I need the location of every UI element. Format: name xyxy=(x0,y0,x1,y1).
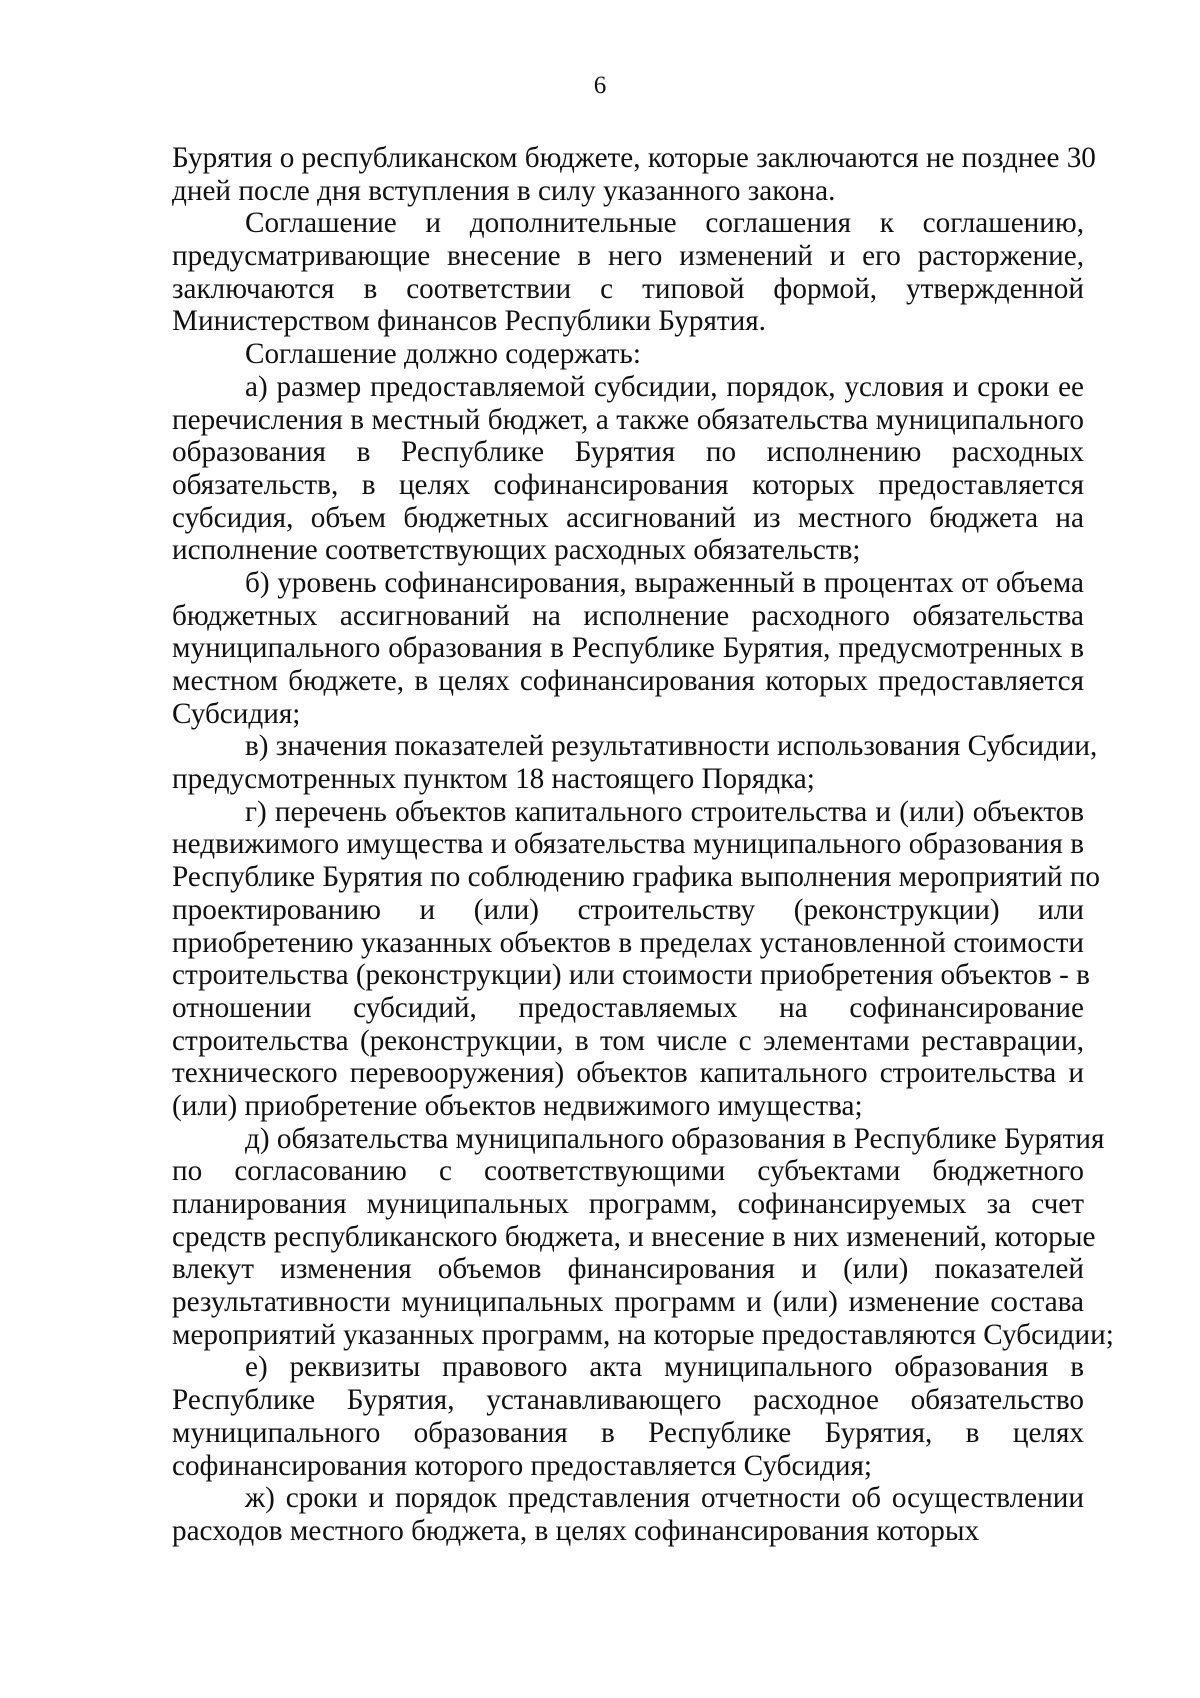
text-line: предусмотренных пунктом 18 настоящего Порядка; xyxy=(172,763,815,796)
text-line: Бурятия о республиканском бюджете, которые заключаются не позднее 30 xyxy=(172,142,1096,174)
document-body xyxy=(172,142,1114,1548)
text-line: Республике Бурятия, устанавливающего расходное обязательство xyxy=(172,1384,1084,1417)
paragraph-item-zh xyxy=(172,1482,1084,1547)
text-line: Министерством финансов Республики Бурятия. xyxy=(172,305,766,338)
text-line: ж) сроки и порядок представления отчетности об осуществлении xyxy=(245,1482,1084,1515)
text-line: отношении субсидий, предоставляемых на софинансирование xyxy=(172,991,1084,1024)
text-line: б) уровень софинансирования, выраженный в процентах от объема xyxy=(245,566,1084,599)
text-line: планирования муниципальных программ, софинансируемых за счет xyxy=(172,1188,1084,1220)
text-line: дней после дня вступления в силу указанного закона. xyxy=(172,174,836,207)
text-line: г) перечень объектов капитального строительства и (или) объектов xyxy=(245,795,1084,828)
paragraph-item-a xyxy=(172,371,1084,567)
text-line: строительства (реконструкции, в том числе с элементами реставрации, xyxy=(172,1024,1084,1057)
text-line: исполнение соответствующих расходных обязательств; xyxy=(172,534,861,567)
text-line: строительства (реконструкции) или стоимости приобретения объектов - в xyxy=(172,959,1090,992)
paragraph-contents xyxy=(172,338,1084,371)
text-line: Соглашение должно содержать: xyxy=(245,338,641,371)
page-number: 6 xyxy=(593,72,607,99)
text-line: Республике Бурятия по соблюдению графика выполнения мероприятий по xyxy=(172,861,1101,894)
text-line: субсидия, объем бюджетных ассигнований из местного бюджета на xyxy=(172,501,1084,534)
text-line: мероприятий указанных программ, на которые предоставляются Субсидии; xyxy=(172,1318,1114,1351)
text-line: в) значения показателей результативности использования Субсидии, xyxy=(245,730,1098,763)
text-line: Субсидия; xyxy=(172,697,301,730)
text-line: Соглашение и дополнительные соглашения к соглашению, xyxy=(245,207,1084,240)
text-line: заключаются в соответствии с типовой формой, утвержденной xyxy=(172,272,1084,305)
text-line: бюджетных ассигнований на исполнение расходного обязательства xyxy=(172,599,1084,632)
text-line: е) реквизиты правового акта муниципального образования в xyxy=(245,1351,1084,1384)
text-line: а) размер предоставляемой субсидии, порядок, условия и сроки ее xyxy=(245,370,1084,403)
text-line: местном бюджете, в целях софинансирования которых предоставляется xyxy=(172,665,1084,697)
text-line: д) обязательства муниципального образования в Республике Бурятия xyxy=(245,1122,1105,1155)
paragraph-item-v xyxy=(172,730,1098,796)
text-line: приобретению указанных объектов в пределах установленной стоимости xyxy=(172,926,1084,959)
text-line: обязательств, в целях софинансирования которых предоставляется xyxy=(172,468,1084,501)
text-line: проектированию и (или) строительству (реконструкции) или xyxy=(172,893,1084,926)
text-line: результативности муниципальных программ и (или) изменение состава xyxy=(172,1286,1084,1319)
paragraph-agreement xyxy=(172,207,1084,338)
text-line: предусматривающие внесение в него изменений и его расторжение, xyxy=(172,240,1084,273)
paragraph-item-d xyxy=(172,1122,1114,1352)
text-line: расходов местного бюджета, в целях софинансирования которых xyxy=(172,1514,980,1547)
text-line: муниципального образования в Республике Бурятия, предусмотренных в xyxy=(172,632,1084,665)
paragraph-item-b xyxy=(172,567,1084,730)
text-line: муниципального образования в Республике Бурятия, в целях xyxy=(172,1416,1084,1449)
text-line: недвижимого имущества и обязательства муниципального образования в xyxy=(172,828,1084,861)
text-line: образования в Республике Бурятия по исполнению расходных xyxy=(172,436,1084,469)
paragraph-item-g xyxy=(172,795,1101,1123)
text-line: софинансирования которого предоставляется Субсидия; xyxy=(172,1449,873,1482)
text-line: (или) приобретение объектов недвижимого имущества; xyxy=(172,1089,863,1122)
text-line: по согласованию с соответствующими субъектами бюджетного xyxy=(172,1155,1084,1188)
paragraph-item-e xyxy=(172,1351,1084,1482)
text-line: средств республиканского бюджета, и внесение в них изменений, которые xyxy=(172,1220,1096,1253)
text-line: влекут изменения объемов финансирования и (или) показателей xyxy=(172,1253,1084,1286)
text-line: перечисления в местный бюджет, а также обязательства муниципального xyxy=(172,403,1084,436)
paragraph-cont xyxy=(172,142,1096,207)
text-line: технического перевооружения) объектов капитального строительства и xyxy=(172,1057,1084,1090)
